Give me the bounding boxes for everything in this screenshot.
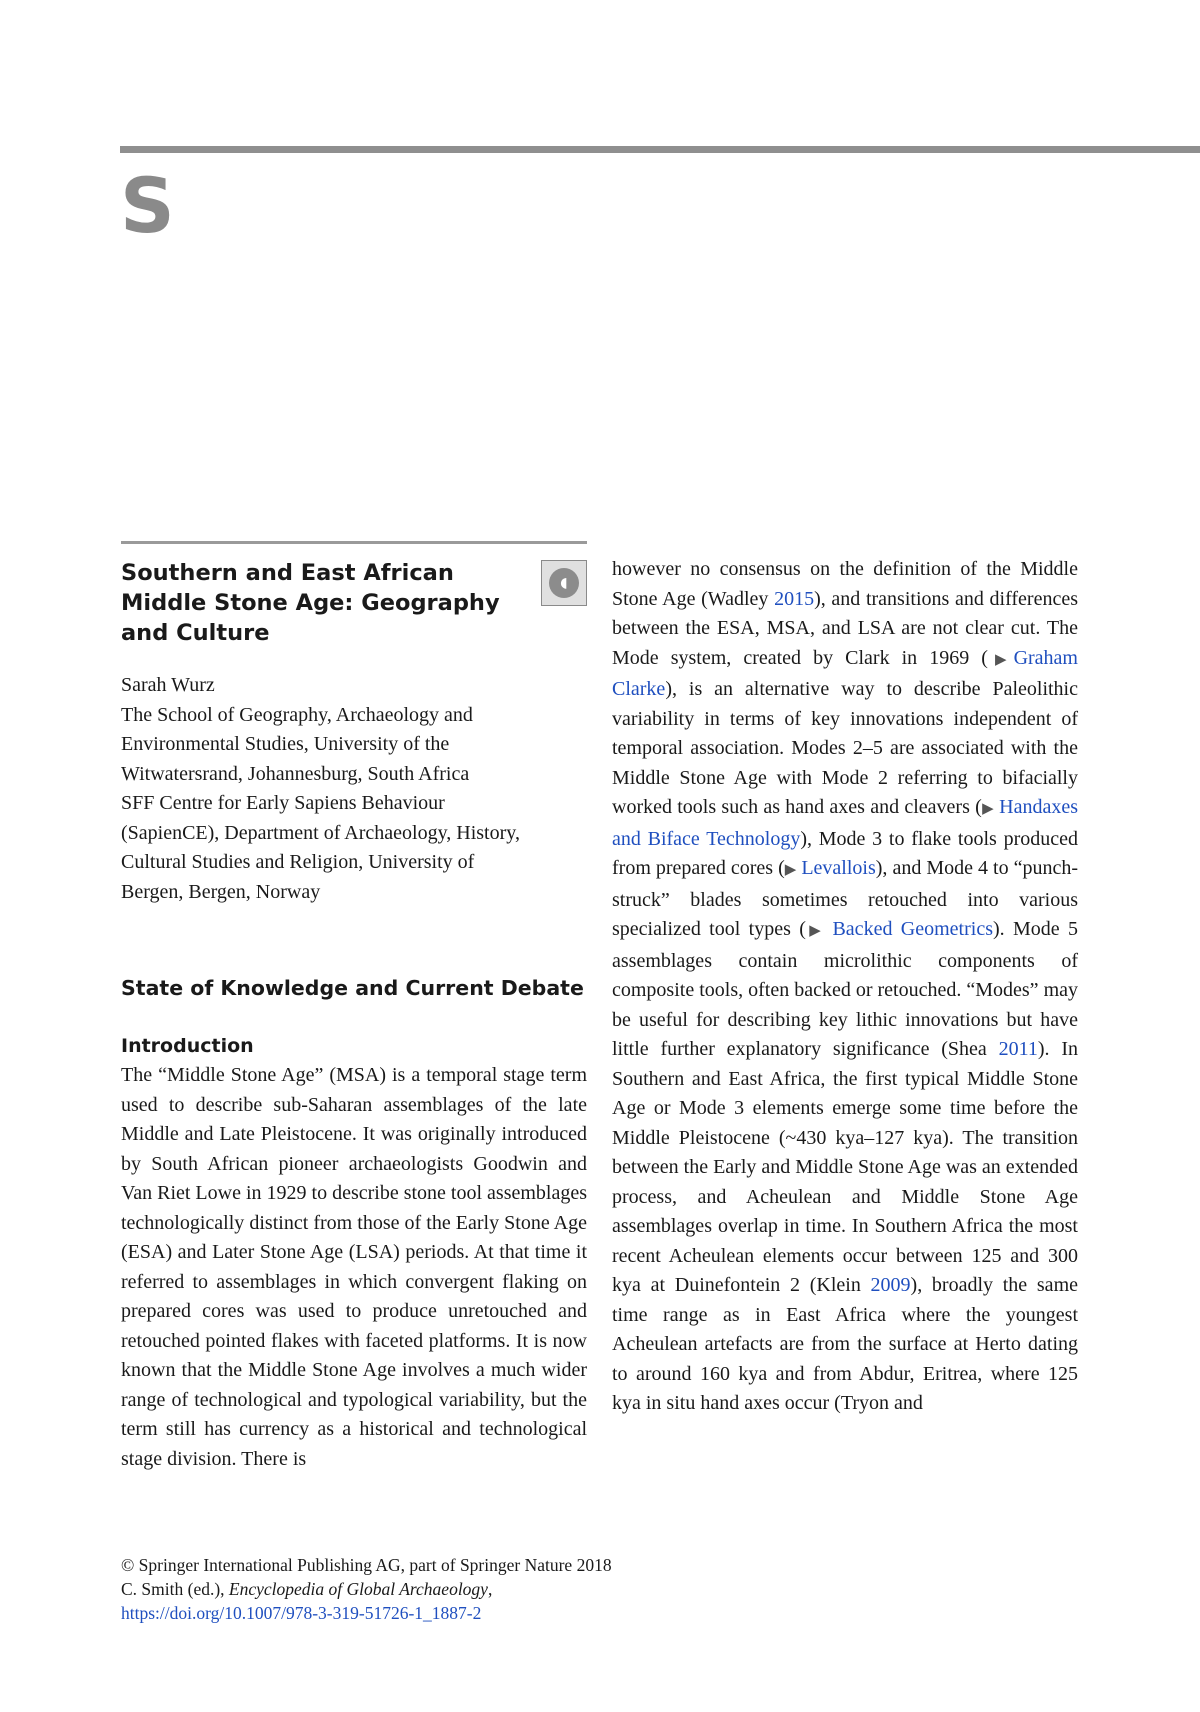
citation-line: [121, 1577, 612, 1601]
body-text: however no consensus on the definition of the Middle Stone Age (Wadley: [612, 558, 1078, 610]
affiliation-line: Bergen, Bergen, Norway: [121, 880, 321, 903]
page-footer: [121, 1553, 612, 1625]
body-text: ), and Mode 4 to “punch-struck” blades sometimes retouched into various specialized tool types (: [612, 857, 1079, 940]
citation-prefix: C. Smith (ed.),: [121, 1579, 229, 1599]
body-text: ). In Southern and East Africa, the first typical Middle Stone Age or Mode 3 elements emerge some time before the Middle Pleistocene (~430 kya–127 kya). The transition between the Early and Middle Stone Age was an extended process, and Acheulean and Middle Stone Age assemblages overlap in time. In Southern Africa the most recent Acheulean elements occur between 125 and 300 kya at Duinefontein 2 (Klein: [612, 1038, 1078, 1296]
entry-header: [121, 558, 587, 648]
affiliation-line: (SapienCE), Department of Archaeology, History,: [121, 821, 520, 844]
affiliation-line: SFF Centre for Early Sapiens Behaviour: [121, 792, 445, 814]
crossmark-disc: ◖: [549, 568, 579, 598]
affiliation-line: Environmental Studies, University of the: [121, 733, 450, 755]
section-letter: S: [120, 161, 175, 250]
author-block: [121, 671, 587, 907]
body-text: ), is an alternative way to describe Paleolithic variability in terms of key innovations independent of temporal association. Modes 2–5 are associated with the Middle Stone Age with Mode 2 referring to bifacially worked tools such as hand axes and cleavers (: [612, 678, 1078, 818]
crossmark-icon[interactable]: [541, 560, 587, 606]
body-paragraph-left: The “Middle Stone Age” (MSA) is a temporal stage term used to describe sub-Saharan assemblages of the late Middle and Late Pleistocene. It was originally introduced by South African pioneer archaeologists Goodwin and Van Riet Lowe in 1929 to describe stone tool assemblages technologically distinct from those of the Early Stone Age (ESA) and Later Stone Age (LSA) periods. At that time it referred to assemblages in which convergent flaking on prepared cores was used to produce unretouched and retouched pointed flakes with faceted platforms. It is now known that the Middle Stone Age involves a much wider range of technological and typological variability, but the term still has currency as a historical and technological stage division. There is: [121, 1064, 588, 1470]
xref-graham-clarke[interactable]: Graham Clarke: [612, 646, 1078, 700]
subsection-heading: Introduction: [121, 1035, 254, 1057]
section-heading: State of Knowledge and Current Debate: [121, 976, 584, 1000]
body-text: ), Mode 3 to flake tools produced from prepared cores (: [612, 827, 1078, 879]
body-text: ), and transitions and differences between the ESA, MSA, and LSA are not clear cut. The Mode system, created by Clark in 1969 (: [612, 587, 1078, 669]
citation-title: Encyclopedia of Global Archaeology: [228, 1579, 488, 1599]
xref-backed-geometrics[interactable]: Backed Geometrics: [832, 918, 993, 940]
reference-link-wadley[interactable]: 2015: [774, 587, 815, 610]
reference-link-shea[interactable]: 2011: [998, 1038, 1038, 1060]
top-rule: [120, 146, 1200, 153]
affiliation-line: Cultural Studies and Religion, University of: [121, 851, 475, 873]
doi-link[interactable]: https://doi.org/10.1007/978-3-319-51726-1_1887-2: [121, 1603, 482, 1623]
doi-line: [121, 1601, 612, 1625]
author-name: Sarah Wurz: [121, 674, 215, 696]
copyright-line: © Springer International Publishing AG, part of Springer Nature 2018: [121, 1555, 612, 1575]
right-column: [612, 555, 1078, 1419]
affiliation-line: Witwatersrand, Johannesburg, South Africa: [121, 762, 470, 785]
left-column: [121, 541, 587, 1474]
affiliation-line: The School of Geography, Archaeology and: [121, 703, 473, 726]
cross-reference-arrow-icon: ▶: [981, 801, 994, 817]
entry-title: Southern and East African Middle Stone Age: Geography and Culture: [121, 560, 500, 646]
entry-rule: [121, 541, 587, 544]
cross-reference-arrow-icon: ▶: [805, 923, 825, 939]
citation-suffix: ,: [487, 1579, 493, 1599]
xref-handaxes[interactable]: Handaxes and Biface Technology: [612, 796, 1079, 850]
xref-levallois[interactable]: Levallois: [801, 857, 876, 879]
body-paragraph-right: [612, 555, 1078, 1419]
body-text: ), broadly the same time range as in East Africa where the youngest Acheulean artefacts are from the surface at Herto dating to around 160 kya and from Abdur, Eritrea, where 125 kya in situ hand axes occur (Tryon and: [612, 1274, 1078, 1414]
cross-reference-arrow-icon: ▶: [987, 651, 1014, 668]
cross-reference-arrow-icon: ▶: [784, 862, 797, 878]
reference-link-klein[interactable]: 2009: [870, 1274, 911, 1296]
body-text: ). Mode 5 assemblages contain microlithic components of composite tools, often backed or retouched. “Modes” may be useful for describing key lithic innovations but have little further explanatory significance (Shea: [612, 918, 1078, 1060]
